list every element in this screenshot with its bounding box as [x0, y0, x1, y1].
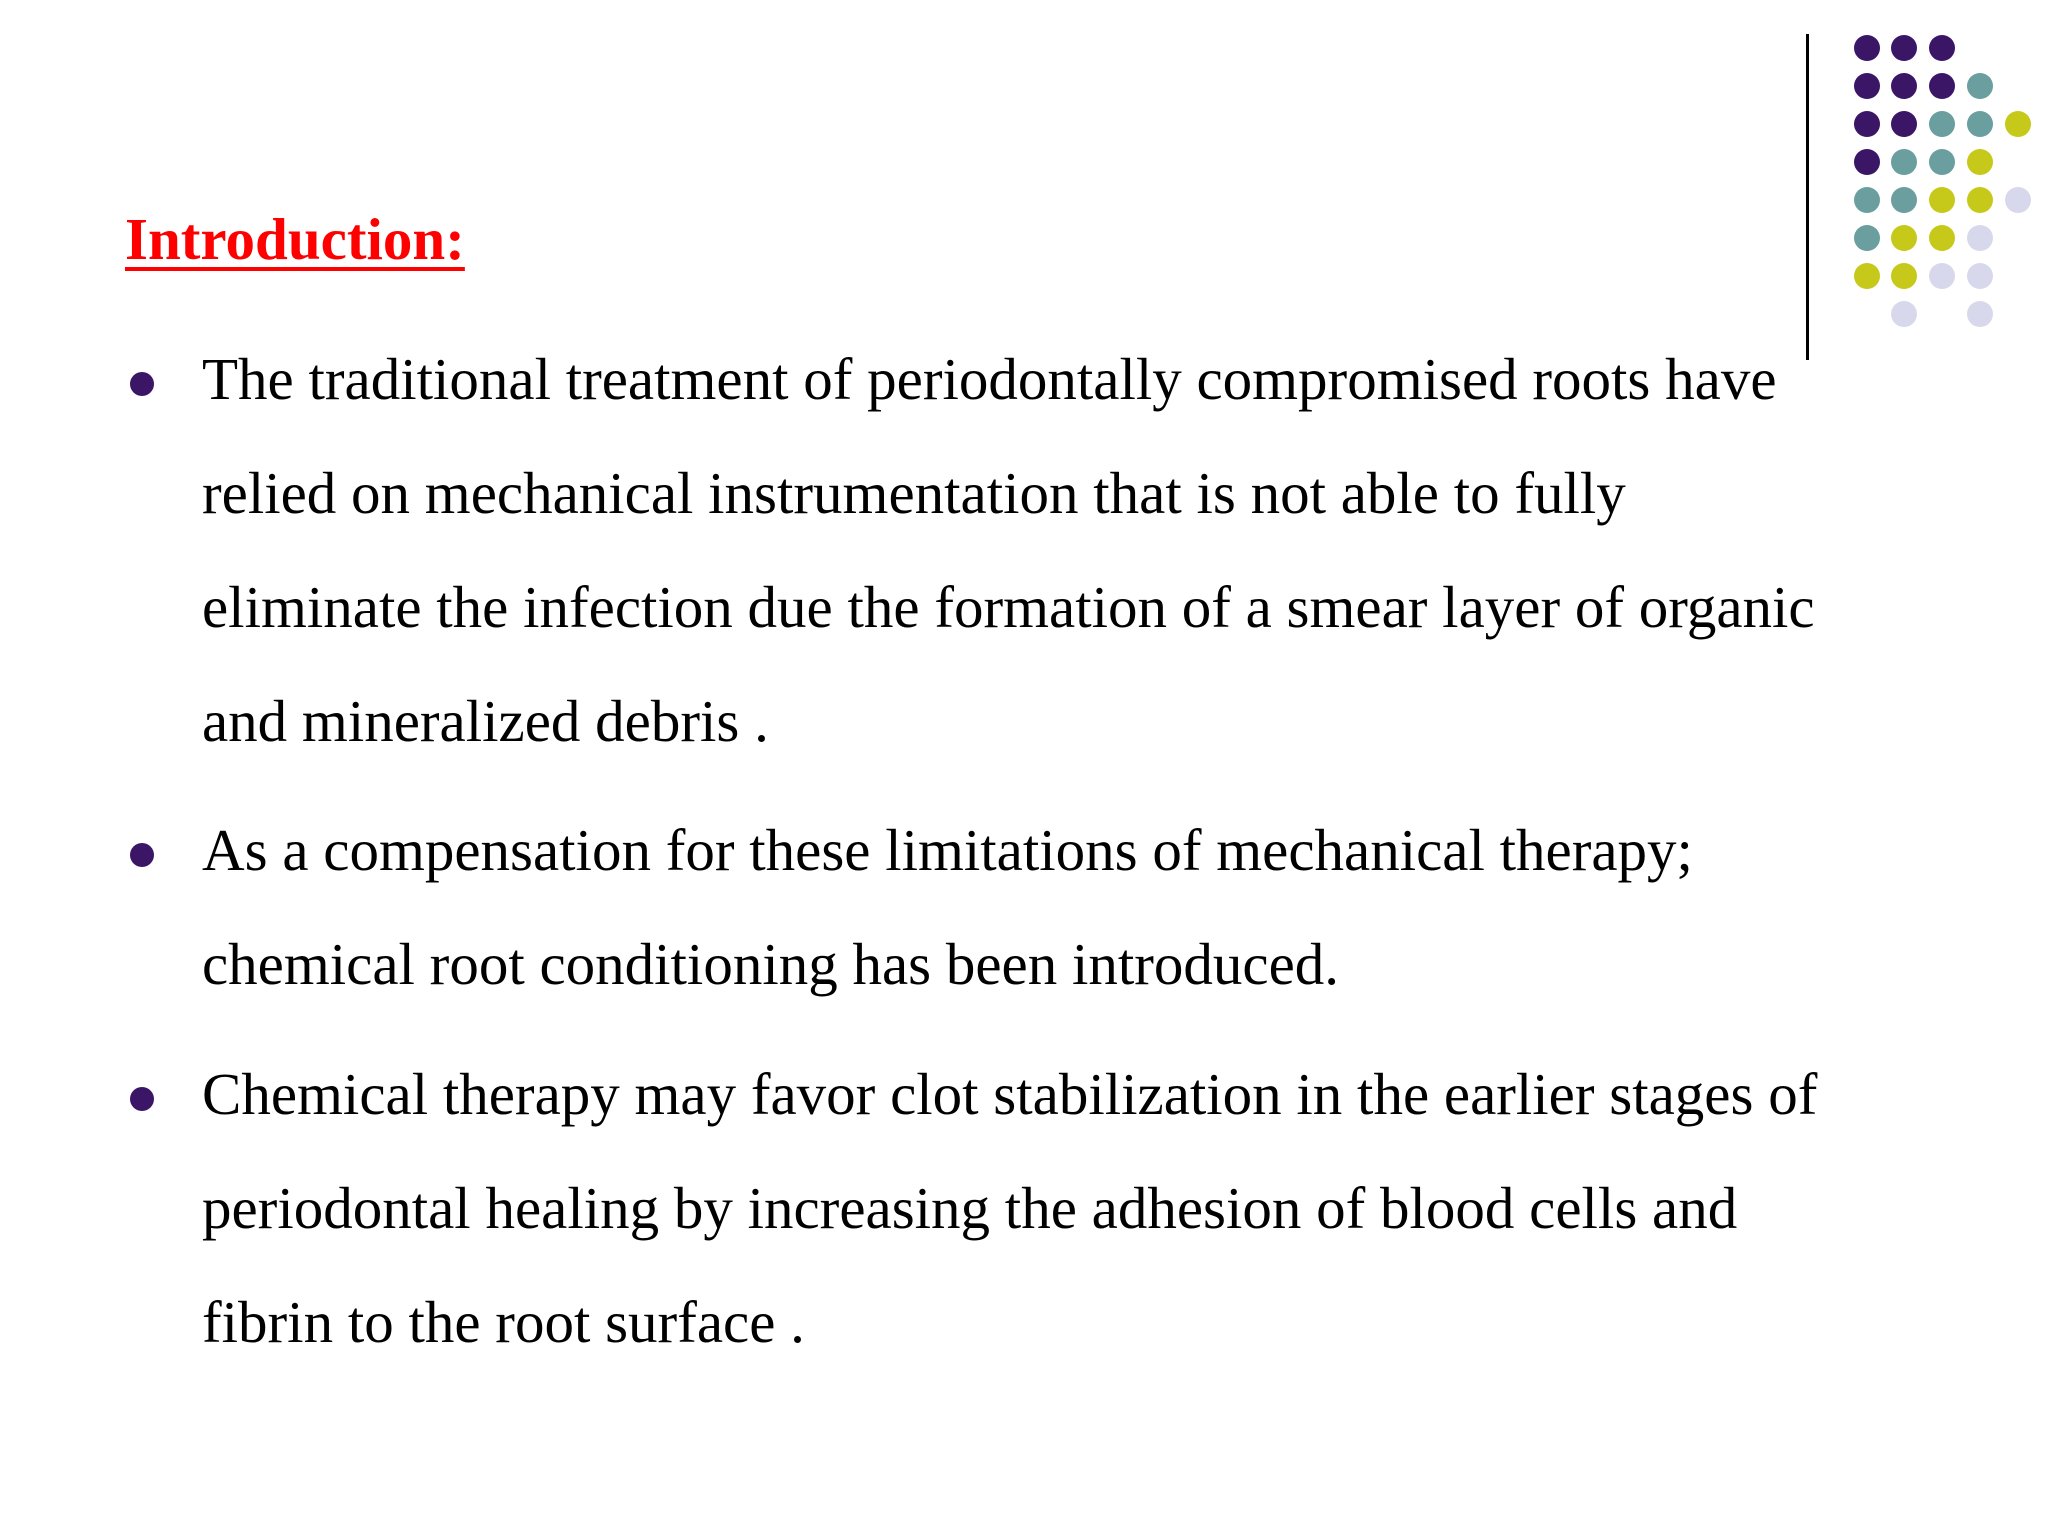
bullet-item — [202, 793, 1982, 1021]
decorative-dot — [2005, 187, 2031, 213]
decorative-dot — [1854, 149, 1880, 175]
bullet-line: Chemical therapy may favor clot stabilization in the earlier stages of — [202, 1061, 1818, 1127]
bullet-line: fibrin to the root surface . — [202, 1289, 805, 1355]
bullet-dot — [130, 1087, 154, 1111]
decorative-dot — [1854, 111, 1880, 137]
decorative-dot — [1854, 187, 1880, 213]
decorative-dot — [1967, 149, 1993, 175]
decorative-dot — [2005, 111, 2031, 137]
decorative-dot — [1929, 149, 1955, 175]
decorative-dot — [1929, 263, 1955, 289]
decorative-dot — [1891, 263, 1917, 289]
decorative-dot — [1891, 73, 1917, 99]
decorative-dot — [1967, 111, 1993, 137]
decorative-divider-line — [1806, 34, 1809, 360]
decorative-dot — [1891, 149, 1917, 175]
decorative-dot — [1854, 263, 1880, 289]
decorative-dot — [1967, 187, 1993, 213]
decorative-dot — [1891, 35, 1917, 61]
decorative-dot — [1929, 187, 1955, 213]
decorative-dot — [1854, 73, 1880, 99]
decorative-dot — [1929, 35, 1955, 61]
bullet-line: periodontal healing by increasing the adhesion of blood cells and — [202, 1175, 1738, 1241]
bullet-line: chemical root conditioning has been introduced. — [202, 931, 1340, 997]
decorative-dot — [1929, 225, 1955, 251]
bullet-line: eliminate the infection due the formation of a smear layer of organic — [202, 574, 1815, 640]
bullet-item — [202, 1037, 1982, 1379]
bullet-line: As a compensation for these limitations of mechanical therapy; — [202, 817, 1693, 883]
decorative-dot — [1891, 225, 1917, 251]
bullet-line: and mineralized debris . — [202, 688, 769, 754]
decorative-dot — [1891, 187, 1917, 213]
decorative-dot — [1854, 225, 1880, 251]
decorative-dot — [1967, 263, 1993, 289]
bullet-line: relied on mechanical instrumentation that is not able to fully — [202, 460, 1626, 526]
bullet-dot — [130, 843, 154, 867]
bullet-dot — [130, 372, 154, 396]
slide-heading: Introduction: — [125, 206, 465, 272]
bullet-line: The traditional treatment of periodontally compromised roots have — [202, 346, 1777, 412]
decorative-dot — [1891, 111, 1917, 137]
bullet-item — [202, 322, 1982, 778]
decorative-dot — [1967, 73, 1993, 99]
decorative-dot — [1967, 225, 1993, 251]
decorative-dot — [1929, 73, 1955, 99]
decorative-dot — [1854, 35, 1880, 61]
decorative-dot — [1929, 111, 1955, 137]
